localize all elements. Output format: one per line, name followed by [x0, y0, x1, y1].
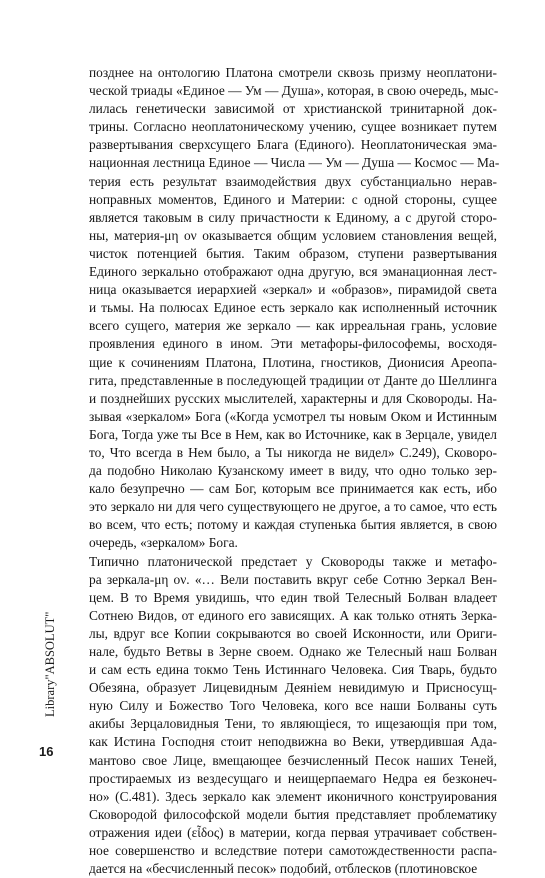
page-number: 16: [39, 744, 54, 759]
text-line: мантово свое Лице, вмещающее безчисленный Песок наших Теней,: [89, 752, 497, 768]
text-line: дается на «бесчисленный песок» подобий, отблесков (плотиновское: [89, 861, 478, 877]
text-line: кало безупречно — сам Бог, которым все принимается как есть, ибо: [89, 481, 497, 497]
text-line: трины. Согласно неоплатоническому учению, сущее возникает путем: [89, 119, 497, 135]
text-line: развертывания сверхсущего Блага (Единого). Неоплатоническая эма-: [89, 137, 497, 153]
text-line: очередь, «зеркалом» Бога.: [89, 535, 238, 551]
text-line: и тьмы. На полюсах Единое есть зеркало как исполненный источник: [89, 300, 497, 316]
paragraph: [89, 553, 497, 878]
text-line: во всем, что есть; потому и каждая ступенька бытия является, в свою: [89, 517, 497, 533]
text-line: Бога, Тогда уже ты Все в Нем, как во Источнике, как в Зерцале, увидел: [89, 426, 497, 442]
text-line: но» (С.481). Здесь зеркало как элемент иконичного конструирования: [89, 788, 497, 804]
text-line: ческой триады «Единое — Ум — Душа», которая, в свою очередь, мыс-: [89, 83, 499, 99]
library-side-label: Library"ABSOLUT": [43, 611, 57, 717]
text-line: ное совершенство и вследствие потери самотождественности распа-: [89, 843, 497, 859]
text-line: ны, материя-μη ον оказывается общим условием становления вещей,: [89, 227, 497, 243]
text-line: отражения идеи (εἶδος) в материи, когда первая утрачивает собствен-: [89, 824, 497, 840]
text-line: да подобно Николаю Кузанскому имеет в виду, что одно только зер-: [89, 463, 497, 479]
text-line: терия есть результат взаимодействия двух субстанциально нерав-: [89, 173, 497, 189]
text-line: Сковородой философской модели бытия представляет проблематику: [89, 806, 497, 822]
text-line: ра зеркала-μη ον. «… Вели поставить вкруг себе Сотню Зеркал Вен-: [89, 571, 497, 587]
text-line: акибы Зерцаловидныя Тени, то являющіеся, то ищезающія при том,: [89, 716, 497, 732]
text-line: национная лестница Единое — Числа — Ум — Душа — Космос — Ма-: [89, 155, 500, 171]
text-line: ную Силу и Божество Того Человека, кого все наши Болваны суть: [89, 698, 497, 714]
text-line: щие к сочинениям Платона, Плотина, гностиков, Дионисия Ареопа-: [89, 354, 497, 370]
text-line: гита, представленные в последующей традиции от Данте до Шеллинга: [89, 372, 497, 388]
body-text: [89, 64, 500, 878]
text-line: является таковым в силу причастности к Единому, а с другой сторо-: [89, 209, 497, 225]
text-line: Единого зеркально отображают одна другую, вся эманационная лест-: [89, 264, 497, 280]
text-line: Сотнею Видов, от единого его зависящих. А как только отнять Зерка-: [89, 607, 497, 623]
text-line: как Истина Господня стоит неподвижна во Веки, утвердившая Ада-: [89, 734, 497, 750]
text-line: простираемых из вездесущаго и неищерпаемаго Недра ея безконеч-: [89, 770, 497, 786]
text-line: Типично платонической предстает у Сковороды также и метафо-: [89, 553, 497, 569]
text-line: нале, будьто Ветвы в Зерне своем. Однако же Телесный наш Болван: [89, 644, 497, 659]
text-line: лы, вдруг все Копии сокрываются во своей Исконности, или Ориги-: [89, 625, 497, 641]
text-line: Обезяна, образует Лицевидным Деянiем невидимую и Присносущ-: [89, 680, 497, 696]
paragraph: [89, 64, 500, 553]
text-line: всего сущего, материя же зеркало — как ирреальная грань, условие: [89, 318, 497, 334]
text-line: зывая «зеркалом» Бога («Когда усмотрел ты новым Оком и Истинным: [89, 408, 497, 424]
text-line: проявления единого в ином. Эти метафоры-философемы, восходя-: [89, 336, 497, 352]
text-line: ница оказывается иерархией «зеркал» и «образов», пирамидой света: [89, 282, 497, 298]
text-line: цем. В то Время увидишь, что един твой Телесный Болван владеет: [89, 589, 497, 605]
text-line: это зеркало ни для чего существующего не другое, а то самое, что есть: [89, 499, 497, 515]
text-line: то, Что всегда в Нем было, а Ты никогда не видел» С.249), Сковоро-: [89, 444, 497, 460]
text-line: чисток потенцией бытия. Таким образом, ступени развертывания: [89, 245, 497, 261]
text-line: позднее на онтологию Платона смотрели сквозь призму неоплатони-: [89, 65, 497, 80]
text-line: и сам есть едина токмо Тень Истиннаго Человека. Сия Тварь, будьто: [89, 662, 497, 678]
text-line: и позднейших русских мыслителей, характерны и для Сковороды. На-: [89, 390, 497, 406]
text-line: лилась генетически зависимой от христианской тринитарной док-: [89, 101, 497, 117]
text-line: ноправных моментов, Единого и Материи: с одной стороны, сущее: [89, 191, 497, 207]
